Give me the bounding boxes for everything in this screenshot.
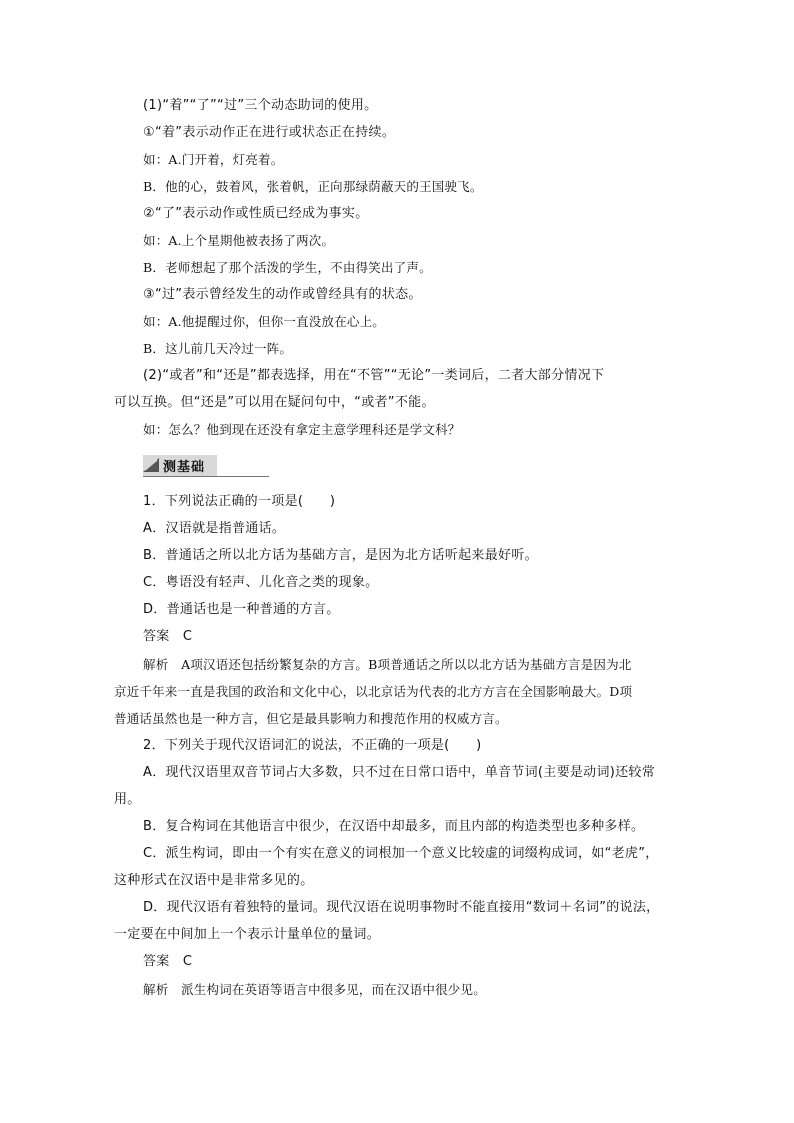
rule-2-heading: (2)“或者”和“还是”都表选择，用在“不管”“无论”一类词后，二者大部分情况下	[143, 368, 605, 383]
question-1-explanation-1: 解析 A项汉语还包括纷繁复杂的方言。B项普通话之所以以北方话为基础方言是因为北	[143, 657, 632, 672]
example-le-a: 如：A.上个星期他被表扬了两次。	[143, 233, 335, 248]
question-2-option-d-continued: 一定要在中间加上一个表示计量单位的量词。	[114, 927, 381, 942]
question-1-explanation-3: 普通话虽然也是一种方言，但它是最具影响力和搜范作用的权威方言。	[114, 711, 508, 726]
question-1-option-b: B．普通话之所以北方话为基础方言，是因为北方话听起来最好听。	[143, 548, 538, 563]
section-header	[143, 455, 269, 477]
example-le-b: B．老师想起了那个活泼的学生，不由得笑出了声。	[143, 260, 432, 275]
question-1-answer: 答案 C	[143, 629, 193, 644]
question-1-option-c: C．粤语没有轻声、儿化音之类的现象。	[143, 575, 379, 590]
example-guo-b: B．这儿前几天冷过一阵。	[143, 341, 293, 356]
rule-1-heading: (1)“着”“了”“过”三个动态助词的使用。	[143, 98, 378, 113]
rule-guo: ③“过”表示曾经发生的动作或曾经具有的状态。	[143, 287, 422, 302]
question-2-option-d: D．现代汉语有着独特的量词。现代汉语在说明事物时不能直接用“数词＋名词”的说法，	[143, 900, 660, 915]
example-zhe-b: B．他的心，鼓着风，张着帆，正向那绿荫蔽天的王国驶飞。	[143, 179, 483, 194]
question-2-option-a-continued: 用。	[114, 792, 141, 807]
question-2-option-a: A．现代汉语里双音节词占大多数，只不过在日常口语中，单音节词(主要是动词)还较常	[143, 765, 656, 780]
question-2-explanation: 解析 派生构词在英语等语言中很多见，而在汉语中很少见。	[143, 982, 486, 997]
question-1-explanation-2: 京近千年来一直是我国的政治和文化中心，以北京话为代表的北方方言在全国影响最大。D项	[114, 684, 633, 699]
section-underline	[143, 476, 269, 477]
corner-triangle-icon	[143, 458, 159, 472]
example-huozhe: 如：怎么？他到现在还没有拿定主意学理科还是学文科？	[143, 422, 461, 437]
question-2-option-b: B．复合构词在其他语言中很少，在汉语中却最多，而且内部的构造类型也多种多样。	[143, 819, 645, 834]
question-1-option-d: D．普通话也是一种普通的方言。	[143, 602, 340, 617]
example-zhe-a: 如：A.门开着，灯亮着。	[143, 152, 284, 167]
question-2-answer: 答案 C	[143, 954, 193, 969]
question-2-option-c: C．派生构词，即由一个有实在意义的词根加一个意义比较虚的词缀构成词，如“老虎”，	[143, 846, 659, 861]
rule-2-continued: 可以互换。但“还是”可以用在疑问句中，“或者”不能。	[114, 395, 435, 410]
rule-le: ②“了”表示动作或性质已经成为事实。	[143, 206, 369, 221]
question-2-option-c-continued: 这种形式在汉语中是非常多见的。	[114, 873, 314, 888]
example-guo-a: 如：A.他提醒过你，但你一直没放在心上。	[143, 314, 386, 329]
question-1-option-a: A．汉语就是指普通话。	[143, 521, 286, 536]
question-1: 1．下列说法正确的一项是( )	[143, 494, 336, 509]
question-2: 2．下列关于现代汉语词汇的说法，不正确的一项是( )	[143, 738, 482, 753]
section-title: 测基础	[163, 460, 206, 475]
rule-zhe: ①“着”表示动作正在进行或状态正在持续。	[143, 125, 396, 140]
